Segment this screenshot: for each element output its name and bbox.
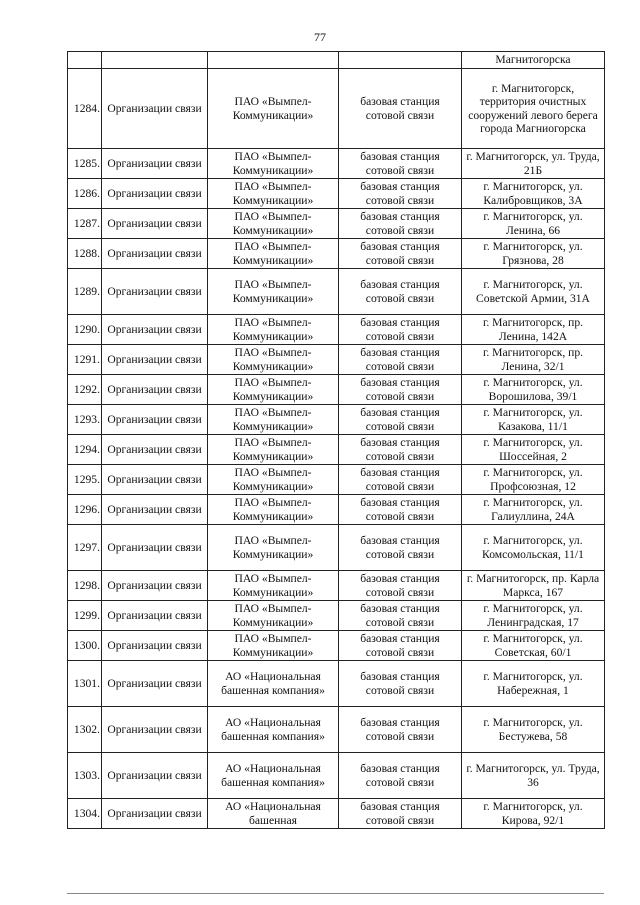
category-cell: Организации связи	[102, 345, 208, 375]
address-cell: Магнитогорска	[462, 52, 605, 69]
table-row	[68, 661, 605, 707]
row-number: 1295.	[68, 465, 102, 495]
row-number: 1300.	[68, 631, 102, 661]
row-number: 1296.	[68, 495, 102, 525]
organization-cell: ПАО «Вымпел-Коммуникации»	[208, 435, 339, 465]
organization-cell: ПАО «Вымпел-Коммуникации»	[208, 269, 339, 315]
row-number: 1301.	[68, 661, 102, 707]
object-type-cell: базовая станция сотовой связи	[339, 239, 462, 269]
category-cell: Организации связи	[102, 315, 208, 345]
row-number: 1299.	[68, 601, 102, 631]
address-cell: г. Магнитогорск, ул. Грязнова, 28	[462, 239, 605, 269]
row-number: 1294.	[68, 435, 102, 465]
organization-cell: ПАО «Вымпел-Коммуникации»	[208, 525, 339, 571]
category-cell: Организации связи	[102, 753, 208, 799]
category-cell: Организации связи	[102, 707, 208, 753]
category-cell: Организации связи	[102, 405, 208, 435]
organization-cell: ПАО «Вымпел-Коммуникации»	[208, 179, 339, 209]
category-cell: Организации связи	[102, 661, 208, 707]
organization-cell: ПАО «Вымпел-Коммуникации»	[208, 631, 339, 661]
row-number: 1304.	[68, 799, 102, 829]
row-number: 1288.	[68, 239, 102, 269]
table-row	[68, 435, 605, 465]
object-type-cell: базовая станция сотовой связи	[339, 209, 462, 239]
category-cell: Организации связи	[102, 375, 208, 405]
object-type-cell	[339, 52, 462, 69]
category-cell: Организации связи	[102, 601, 208, 631]
address-cell: г. Магнитогорск, ул. Труда, 21Б	[462, 149, 605, 179]
address-cell: г. Магнитогорск, ул. Ленинградская, 17	[462, 601, 605, 631]
table-row	[68, 209, 605, 239]
address-cell: г. Магнитогорск, ул. Кирова, 92/1	[462, 799, 605, 829]
category-cell: Организации связи	[102, 209, 208, 239]
row-number: 1286.	[68, 179, 102, 209]
organization-cell: ПАО «Вымпел-Коммуникации»	[208, 465, 339, 495]
object-type-cell: базовая станция сотовой связи	[339, 525, 462, 571]
table-row	[68, 405, 605, 435]
object-type-cell: базовая станция сотовой связи	[339, 149, 462, 179]
row-number: 1298.	[68, 571, 102, 601]
category-cell: Организации связи	[102, 435, 208, 465]
object-type-cell: базовая станция сотовой связи	[339, 601, 462, 631]
category-cell: Организации связи	[102, 525, 208, 571]
continuation-row	[68, 52, 605, 69]
organization-cell: ПАО «Вымпел-Коммуникации»	[208, 495, 339, 525]
table-row	[68, 525, 605, 571]
row-number: 1291.	[68, 345, 102, 375]
object-type-cell: базовая станция сотовой связи	[339, 345, 462, 375]
organization-cell: АО «Национальная башенная	[208, 799, 339, 829]
category-cell: Организации связи	[102, 495, 208, 525]
address-cell: г. Магнитогорск, ул. Казакова, 11/1	[462, 405, 605, 435]
object-type-cell: базовая станция сотовой связи	[339, 405, 462, 435]
address-cell: г. Магнитогорск, пр. Ленина, 32/1	[462, 345, 605, 375]
object-type-cell: базовая станция сотовой связи	[339, 571, 462, 601]
address-cell: г. Магнитогорск, ул. Шоссейная, 2	[462, 435, 605, 465]
organization-cell: ПАО «Вымпел-Коммуникации»	[208, 405, 339, 435]
table-row	[68, 315, 605, 345]
row-number: 1285.	[68, 149, 102, 179]
address-cell: г. Магнитогорск, ул. Набережная, 1	[462, 661, 605, 707]
category-cell: Организации связи	[102, 149, 208, 179]
object-type-cell: базовая станция сотовой связи	[339, 707, 462, 753]
category-cell: Организации связи	[102, 631, 208, 661]
address-cell: г. Магнитогорск, пр. Ленина, 142А	[462, 315, 605, 345]
address-cell: г. Магнитогорск, ул. Советской Армии, 31А	[462, 269, 605, 315]
address-cell: г. Магнитогорск, ул. Ворошилова, 39/1	[462, 375, 605, 405]
organization-cell	[208, 52, 339, 69]
category-cell: Организации связи	[102, 465, 208, 495]
table-row	[68, 495, 605, 525]
registry-table-body	[68, 52, 605, 829]
address-cell: г. Магнитогорск, ул. Калибровщиков, 3А	[462, 179, 605, 209]
table-row	[68, 571, 605, 601]
object-type-cell: базовая станция сотовой связи	[339, 179, 462, 209]
footer-rule	[67, 893, 604, 894]
organization-cell: АО «Национальная башенная компания»	[208, 707, 339, 753]
category-cell: Организации связи	[102, 571, 208, 601]
registry-table	[67, 51, 605, 829]
table-row	[68, 179, 605, 209]
table-row	[68, 799, 605, 829]
organization-cell: ПАО «Вымпел-Коммуникации»	[208, 69, 339, 149]
table-row	[68, 707, 605, 753]
address-cell: г. Магнитогорск, ул. Советская, 60/1	[462, 631, 605, 661]
row-number: 1284.	[68, 69, 102, 149]
row-number: 1293.	[68, 405, 102, 435]
category-cell: Организации связи	[102, 269, 208, 315]
category-cell: Организации связи	[102, 799, 208, 829]
address-cell: г. Магнитогорск, пр. Карла Маркса, 167	[462, 571, 605, 601]
object-type-cell: базовая станция сотовой связи	[339, 661, 462, 707]
object-type-cell: базовая станция сотовой связи	[339, 315, 462, 345]
page-number: 77	[314, 30, 326, 44]
table-row	[68, 239, 605, 269]
organization-cell: ПАО «Вымпел-Коммуникации»	[208, 345, 339, 375]
object-type-cell: базовая станция сотовой связи	[339, 631, 462, 661]
row-number: 1289.	[68, 269, 102, 315]
table-row	[68, 345, 605, 375]
table-row	[68, 631, 605, 661]
category-cell: Организации связи	[102, 179, 208, 209]
address-cell: г. Магнитогорск, ул. Галиуллина, 24А	[462, 495, 605, 525]
organization-cell: ПАО «Вымпел-Коммуникации»	[208, 571, 339, 601]
organization-cell: АО «Национальная башенная компания»	[208, 753, 339, 799]
organization-cell: ПАО «Вымпел-Коммуникации»	[208, 315, 339, 345]
row-number: 1292.	[68, 375, 102, 405]
address-cell: г. Магнитогорск, ул. Профсоюзная, 12	[462, 465, 605, 495]
category-cell: Организации связи	[102, 239, 208, 269]
address-cell: г. Магнитогорск, ул. Ленина, 66	[462, 209, 605, 239]
object-type-cell: базовая станция сотовой связи	[339, 269, 462, 315]
category-cell: Организации связи	[102, 69, 208, 149]
table-row	[68, 69, 605, 149]
row-number: 1303.	[68, 753, 102, 799]
table-row	[68, 375, 605, 405]
table-row	[68, 269, 605, 315]
organization-cell: ПАО «Вымпел-Коммуникации»	[208, 209, 339, 239]
organization-cell: ПАО «Вымпел-Коммуникации»	[208, 239, 339, 269]
organization-cell: ПАО «Вымпел-Коммуникации»	[208, 601, 339, 631]
object-type-cell: базовая станция сотовой связи	[339, 495, 462, 525]
organization-cell: ПАО «Вымпел-Коммуникации»	[208, 375, 339, 405]
object-type-cell: базовая станция сотовой связи	[339, 435, 462, 465]
organization-cell: ПАО «Вымпел-Коммуникации»	[208, 149, 339, 179]
table-row	[68, 149, 605, 179]
row-number: 1302.	[68, 707, 102, 753]
object-type-cell: базовая станция сотовой связи	[339, 375, 462, 405]
address-cell: г. Магнитогорск, ул. Труда, 36	[462, 753, 605, 799]
row-number	[68, 52, 102, 69]
object-type-cell: базовая станция сотовой связи	[339, 69, 462, 149]
row-number: 1290.	[68, 315, 102, 345]
object-type-cell: базовая станция сотовой связи	[339, 753, 462, 799]
table-row	[68, 601, 605, 631]
row-number: 1287.	[68, 209, 102, 239]
table-row	[68, 753, 605, 799]
row-number: 1297.	[68, 525, 102, 571]
table-row	[68, 465, 605, 495]
category-cell	[102, 52, 208, 69]
object-type-cell: базовая станция сотовой связи	[339, 799, 462, 829]
organization-cell: АО «Национальная башенная компания»	[208, 661, 339, 707]
object-type-cell: базовая станция сотовой связи	[339, 465, 462, 495]
address-cell: г. Магнитогорск, территория очистных сооружений левого берега города Магниогорска	[462, 69, 605, 149]
address-cell: г. Магнитогорск, ул. Бестужева, 58	[462, 707, 605, 753]
address-cell: г. Магнитогорск, ул. Комсомольская, 11/1	[462, 525, 605, 571]
